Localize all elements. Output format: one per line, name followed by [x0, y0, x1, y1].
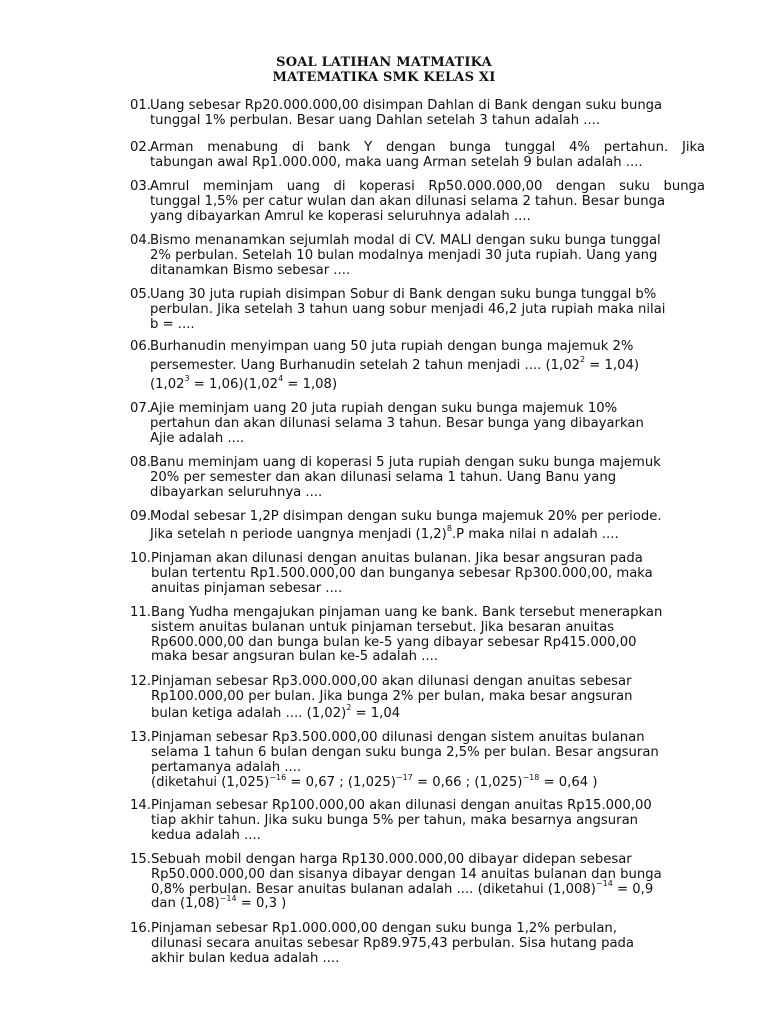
question-01	[130, 99, 705, 129]
question-line: Bang Yudha mengajukan pinjaman uang ke bank. Bank tersebut menerapkan	[151, 605, 663, 620]
question-line: Rp600.000,00 dan bunga bulan ke-5 yang dibayar sebesar Rp415.000,00	[151, 634, 637, 650]
question-line: b = ....	[150, 316, 195, 332]
question-number: 04.	[130, 233, 151, 248]
question-line: Arman menabung di bank Y dengan bunga tunggal 4% pertahun. Jika	[150, 140, 705, 155]
question-02	[130, 141, 705, 171]
question-line: Rp50.000.000,00 dan sisanya dibayar dengan 14 anuitas bulanan dan bunga	[151, 866, 662, 882]
question-line: sistem anuitas bulanan untuk pinjaman tersebut. Jika besaran anuitas	[151, 619, 614, 635]
question-line: Banu meminjam uang di koperasi 5 juta rupiah dengan suku bunga majemuk	[150, 455, 661, 470]
question-09	[130, 510, 705, 543]
question-line: kedua adalah ....	[151, 827, 261, 843]
question-11	[130, 606, 705, 665]
question-line: tunggal 1% perbulan. Besar uang Dahlan setelah 3 tahun adalah ....	[150, 112, 601, 128]
page-title: SOAL LATIHAN MATMATIKA	[276, 55, 492, 70]
question-line: dibayarkan seluruhnya ....	[150, 484, 323, 500]
question-03	[130, 180, 705, 224]
question-line: Ajie adalah ....	[150, 430, 245, 446]
question-line: selama 1 tahun 6 bulan dengan suku bunga 2,5% per bulan. Besar angsuran	[151, 744, 659, 760]
question-line: anuitas pinjaman sebesar ....	[151, 580, 343, 596]
question-line: Rp100.000,00 per bulan. Jika bunga 2% per bulan, maka besar angsuran	[151, 688, 633, 704]
question-number: 06.	[130, 339, 151, 354]
question-line: Pinjaman akan dilunasi dengan anuitas bulanan. Jika besar angsuran pada	[151, 551, 643, 566]
question-number: 11.	[130, 605, 151, 620]
question-12	[130, 675, 705, 721]
question-line: Uang sebesar Rp20.000.000,00 disimpan Dahlan di Bank dengan suku bunga	[150, 98, 663, 113]
question-number: 02.	[130, 140, 151, 155]
question-line: tiap akhir tahun. Jika suku bunga 5% per tahun, maka besarnya angsuran	[151, 812, 639, 828]
question-10	[130, 552, 705, 596]
question-line: (diketahui $(1,025)^{-16} = 0,67$ ; $(1,025)^{-17} = 0,66$ ; $(1,025)^{-18} = 0,64$ )	[151, 773, 598, 791]
question-line: bulan ketiga adalah .... $(1,02)^2 = 1,04$	[151, 703, 401, 721]
question-line: 2% perbulan. Setelah 10 bulan modalnya menjadi 30 juta rupiah. Uang yang	[150, 247, 658, 263]
question-number: 07.	[130, 401, 151, 416]
question-line: maka besar angsuran bulan ke-5 adalah ....	[151, 649, 438, 665]
question-05	[130, 288, 705, 332]
question-15	[130, 853, 705, 912]
question-04	[130, 234, 705, 278]
question-line: bulan tertentu Rp1.500.000,00 dan bunganya sebesar Rp300.000,00, maka	[151, 565, 653, 581]
question-number: 05.	[130, 287, 151, 302]
question-07	[130, 402, 705, 446]
question-line: persemester. Uang Burhanudin setelah 2 tahun menjadi .... $(1,02^2 = 1,04)$	[150, 355, 640, 373]
question-line: Pinjaman sebesar Rp3.500.000,00 dilunasi dengan sistem anuitas bulanan	[151, 730, 645, 745]
question-line: Modal sebesar 1,2P disimpan dengan suku bunga majemuk 20% per periode.	[150, 509, 662, 524]
question-line: Bismo menanamkan sejumlah modal di CV. MALI dengan suku bunga tunggal	[150, 233, 661, 248]
question-line: Amrul meminjam uang di koperasi Rp50.000.000,00 dengan suku bunga	[150, 179, 705, 194]
question-line: Uang 30 juta rupiah disimpan Sobur di Bank dengan suku bunga tunggal b%	[150, 287, 657, 302]
question-08	[130, 456, 705, 500]
question-line: dan $(1,08)^{-14} = 0,3$ )	[151, 894, 287, 912]
question-line: $(1,02^3 = 1,06)(1,02^4 = 1,08)$	[150, 374, 338, 392]
question-line: pertamanya adalah ....	[151, 759, 302, 775]
question-number: 14.	[130, 798, 151, 813]
question-number: 13.	[130, 730, 151, 745]
question-number: 10.	[130, 551, 151, 566]
question-number: 09.	[130, 509, 151, 524]
question-number: 15.	[130, 852, 151, 867]
question-line: tabungan awal Rp1.000.000, maka uang Arman setelah 9 bulan adalah ....	[150, 154, 643, 170]
question-line: Sebuah mobil dengan harga Rp130.000.000,00 dibayar didepan sebesar	[151, 852, 632, 867]
question-line: akhir bulan kedua adalah ....	[151, 950, 340, 966]
question-line: 20% per semester dan akan dilunasi selama 1 tahun. Uang Banu yang	[150, 469, 617, 485]
question-line: dilunasi secara anuitas sebesar Rp89.975,43 perbulan. Sisa hutang pada	[151, 935, 634, 951]
question-number: 01.	[130, 98, 151, 113]
question-line: Pinjaman sebesar Rp100.000,00 akan dilunasi dengan anuitas Rp15.000,00	[151, 798, 652, 813]
question-16	[130, 922, 705, 966]
question-line: Burhanudin menyimpan uang 50 juta rupiah dengan bunga majemuk 2%	[150, 339, 634, 354]
question-line: Ajie meminjam uang 20 juta rupiah dengan suku bunga majemuk 10%	[150, 401, 618, 416]
question-line: yang dibayarkan Amrul ke koperasi seluruhnya adalah ....	[150, 208, 531, 224]
question-line: perbulan. Jika setelah 3 tahun uang sobur menjadi 46,2 juta rupiah maka nilai	[150, 301, 666, 317]
question-line: Jika setelah n periode uangnya menjadi $(1,2)^8.P$ maka nilai n adalah ....	[150, 524, 619, 542]
question-number: 03.	[130, 179, 151, 194]
question-line: pertahun dan akan dilunasi selama 3 tahun. Besar bunga yang dibayarkan	[150, 415, 644, 431]
page-subtitle: MATEMATIKA SMK KELAS XI	[272, 70, 496, 85]
question-line: 0,8% perbulan. Besar anuitas bulanan adalah .... (diketahui $(1,008)^{-14} = 0,9$	[151, 879, 654, 897]
question-line: Pinjaman sebesar Rp3.000.000,00 akan dilunasi dengan anuitas sebesar	[151, 674, 632, 689]
question-number: 12.	[130, 674, 151, 689]
question-14	[130, 799, 705, 843]
question-line: ditanamkan Bismo sebesar ....	[150, 262, 351, 278]
question-line: tunggal 1,5% per catur wulan dan akan dilunasi selama 2 tahun. Besar bunga	[150, 193, 666, 209]
question-number: 08.	[130, 455, 151, 470]
question-13	[130, 731, 705, 791]
question-line: Pinjaman sebesar Rp1.000.000,00 dengan suku bunga 1,2% perbulan,	[151, 921, 617, 936]
question-06	[130, 340, 705, 392]
question-number: 16.	[130, 921, 151, 936]
